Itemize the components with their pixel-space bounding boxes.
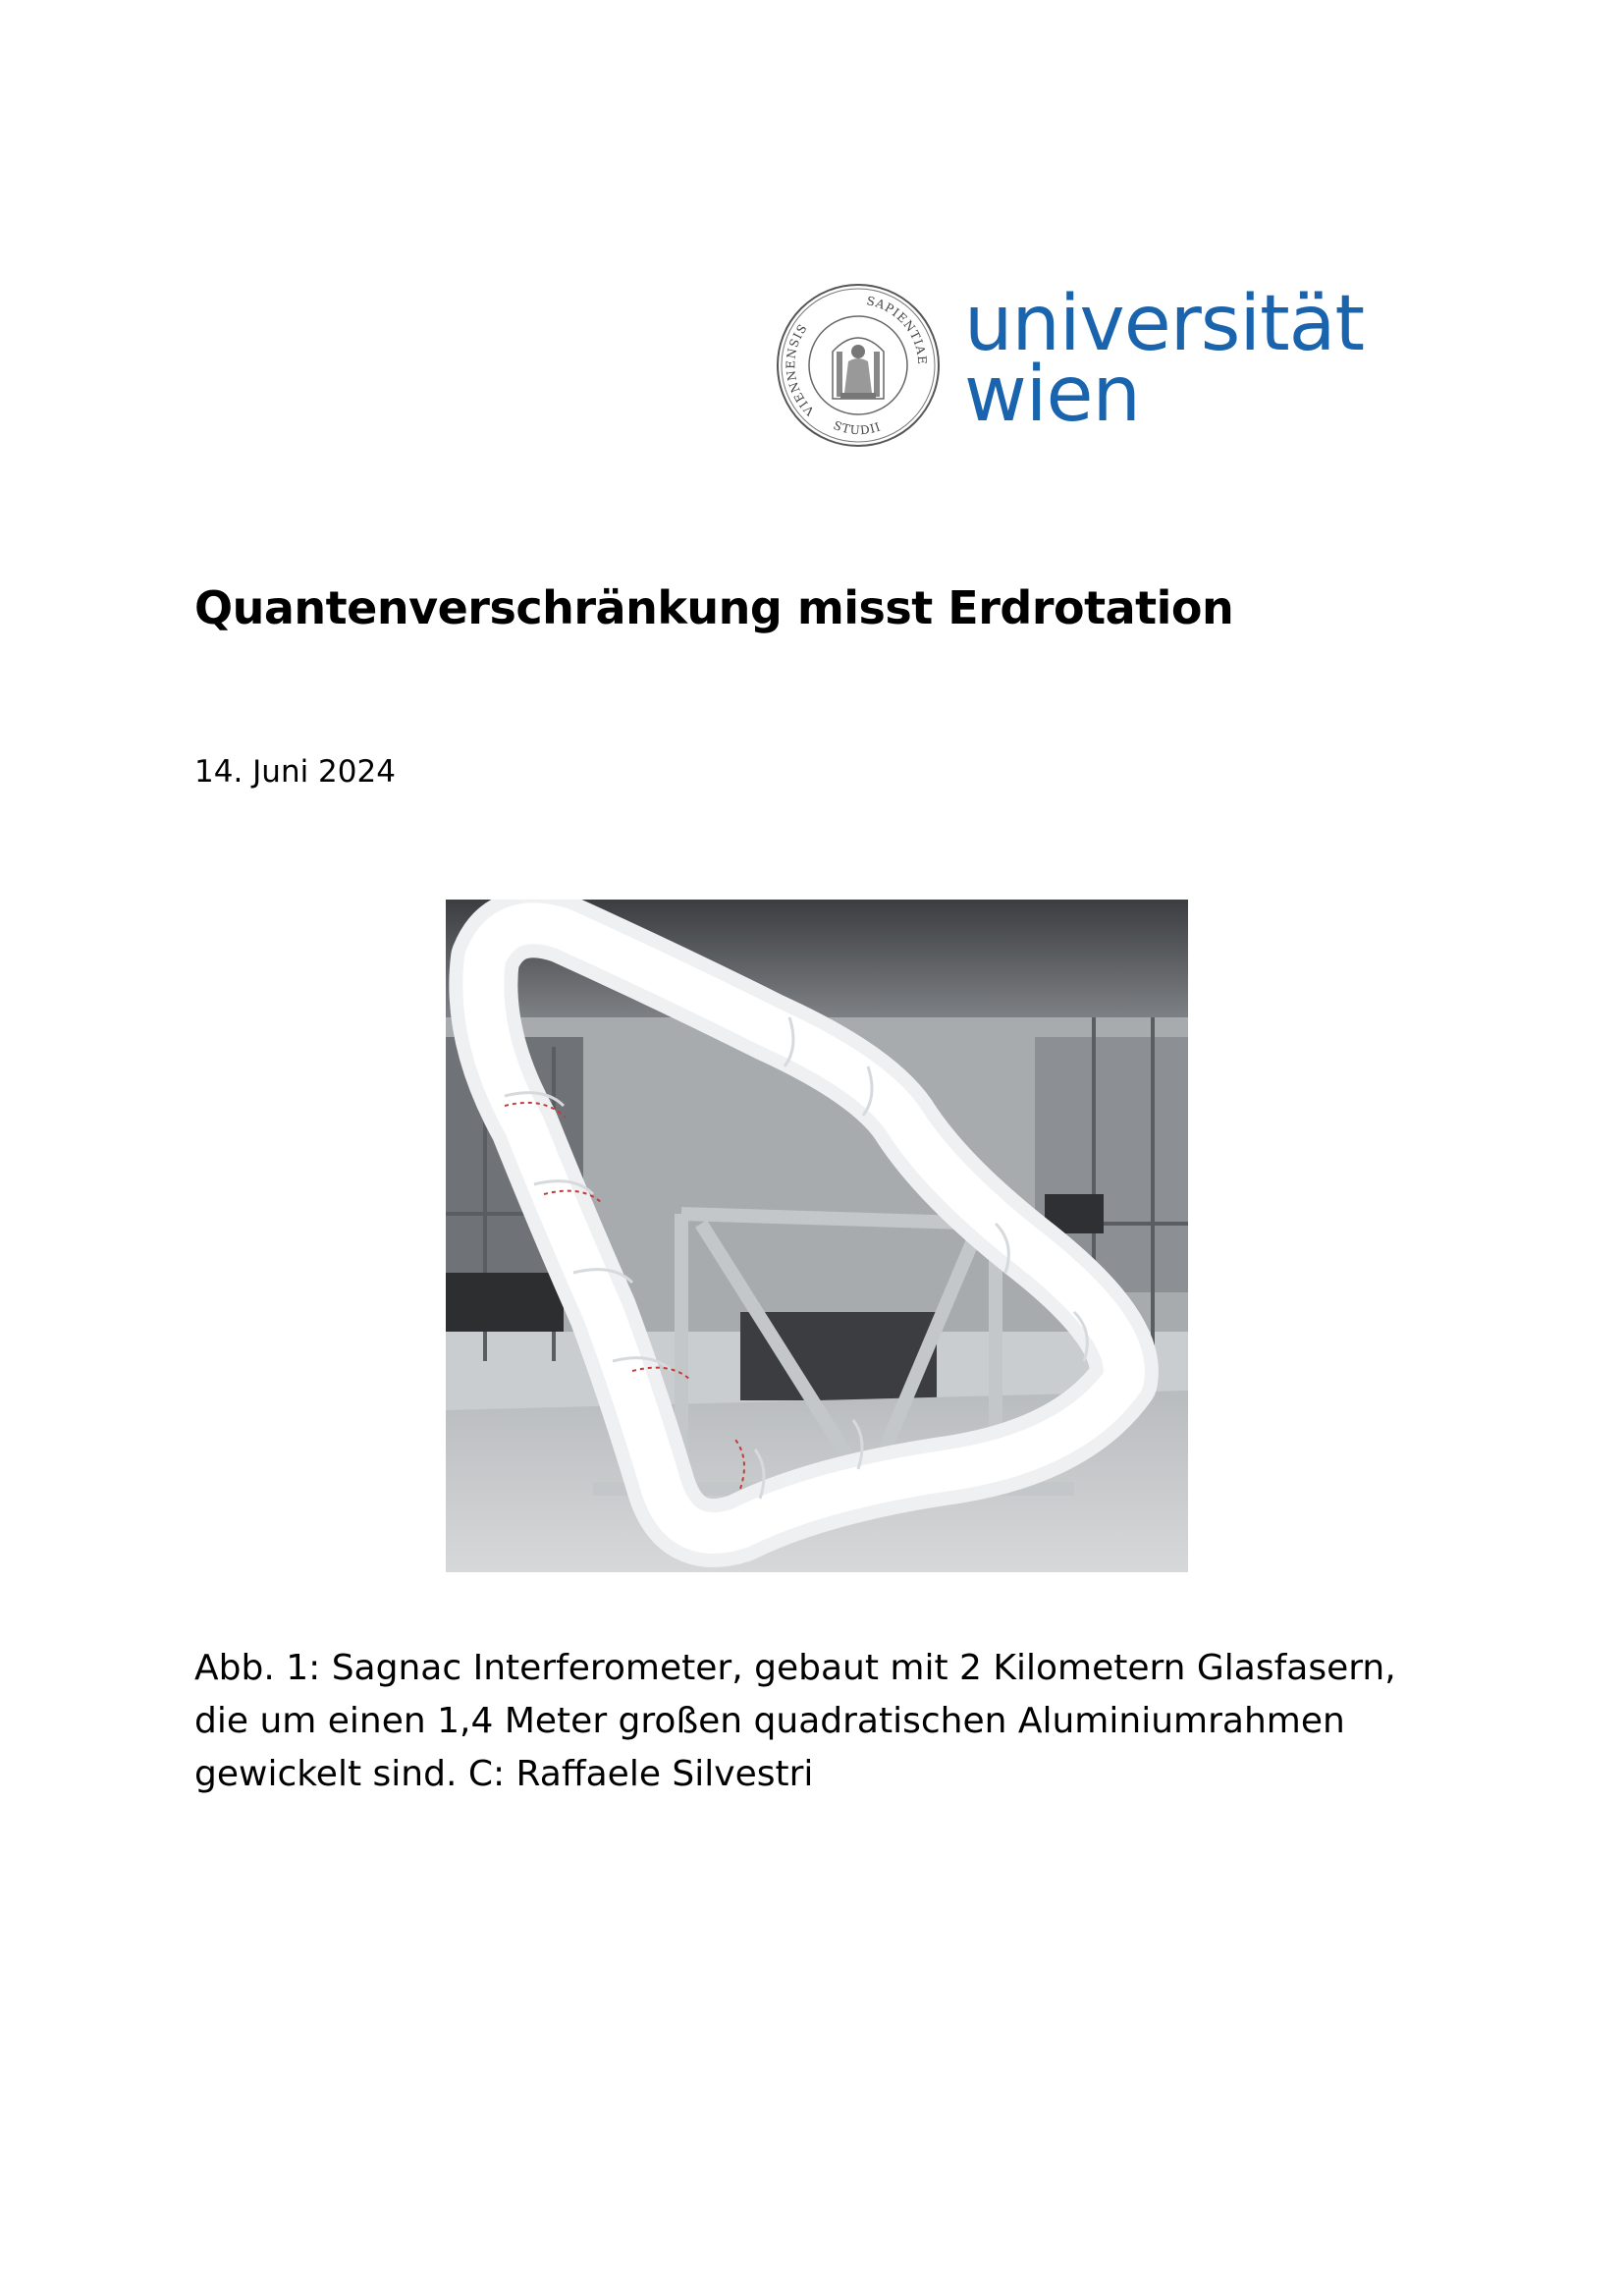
seal-text-right: SAPIENTIAE: [865, 294, 930, 366]
caption-line: die um einen 1,4 Meter großen quadratischen Aluminiumrahmen: [194, 1701, 1345, 1741]
svg-text:VIENNENSIS: [784, 321, 818, 419]
logo-wordmark: [964, 280, 1365, 439]
article-date: 14. Juni 2024: [194, 754, 396, 790]
svg-text:STUDII: [832, 418, 883, 438]
seal-text-left: VIENNENSIS: [784, 320, 818, 418]
figure-caption: [194, 1642, 1471, 1801]
article-title: Quantenverschränkung misst Erdrotation: [194, 581, 1234, 634]
interferometer-photo: [446, 900, 1188, 1572]
university-logo: [776, 280, 1404, 450]
wordmark-universitaet: universität: [964, 280, 1365, 368]
caption-line: gewickelt sind. C: Raffaele Silvestri: [194, 1754, 814, 1794]
caption-line: Abb. 1: Sagnac Interferometer, gebaut mit 2 Kilometern Glasfasern,: [194, 1648, 1396, 1688]
university-seal-icon: [776, 283, 941, 448]
seal-text-bottom: STUDII: [831, 417, 884, 438]
wordmark-wien: wien: [964, 351, 1140, 439]
